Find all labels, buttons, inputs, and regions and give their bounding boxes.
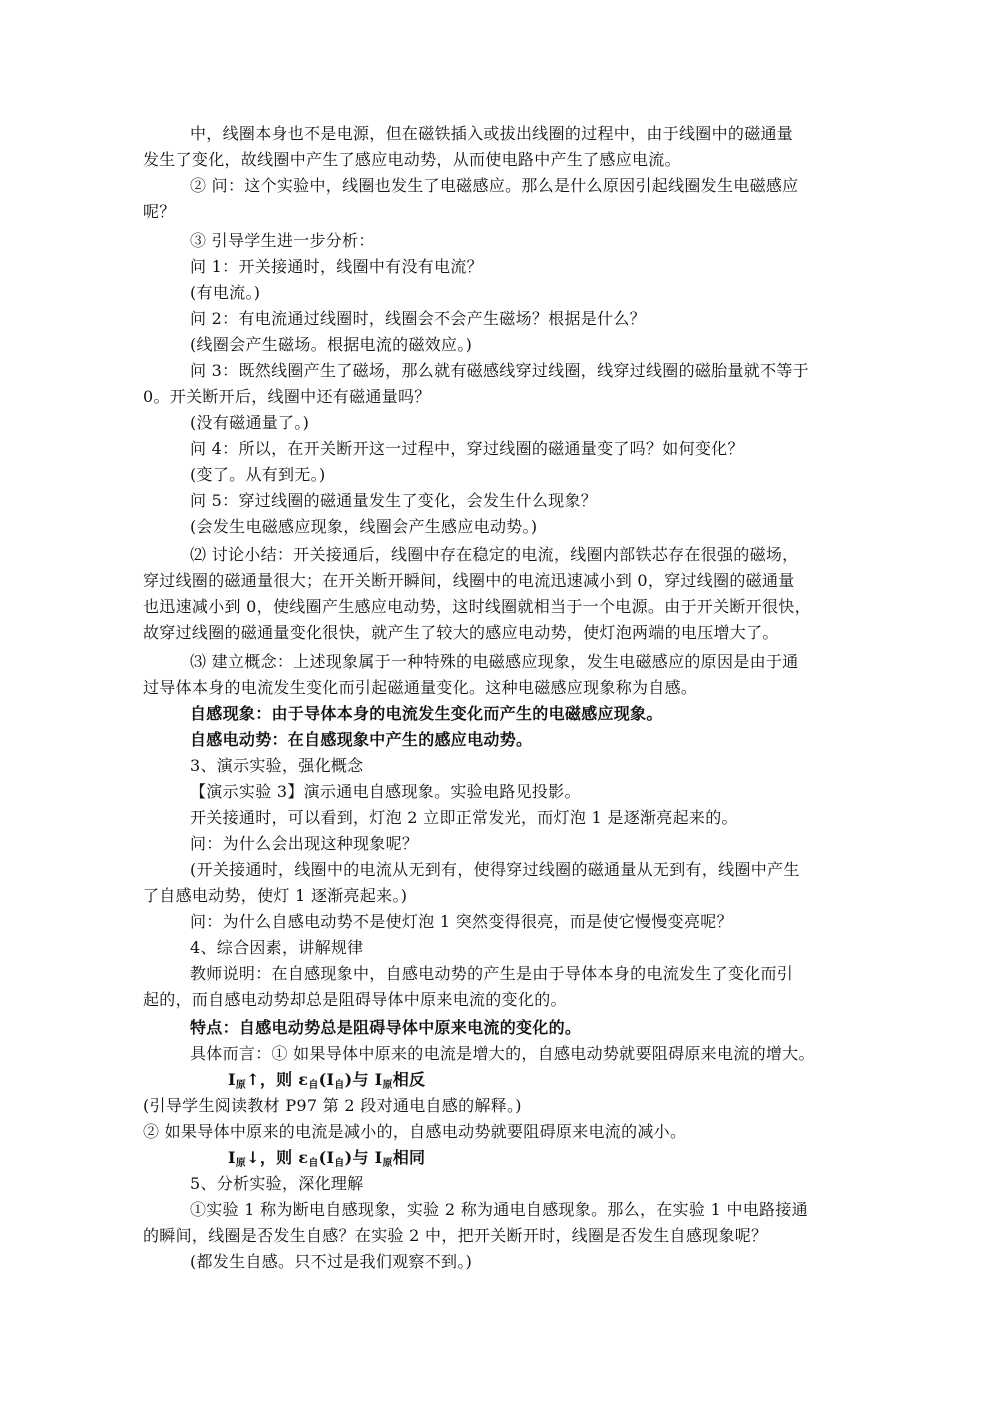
- paragraph-line: 起的，而自感电动势却总是阻碍导体中原来电流的变化的。: [143, 990, 567, 1009]
- paragraph-line: 的瞬间，线圈是否发生自感？在实验 2 中，把开关断开时，线圈是否发生自感现象呢？: [143, 1226, 768, 1245]
- paragraph-line: (引导学生阅读教材 P97 第 2 段对通电自感的解释。): [143, 1096, 522, 1115]
- paragraph-line: ② 问：这个实验中，线圈也发生了电磁感应。那么是什么原因引起线圈发生电磁感应: [190, 176, 799, 195]
- paragraph-line: 也迅速减小到 0，使线圈产生感应电动势，这时线圈就相当于一个电源。由于开关断开很快，: [143, 597, 811, 616]
- paragraph-line: 发生了变化，故线圈中产生了感应电动势，从而使电路中产生了感应电流。: [143, 150, 681, 169]
- formula-text: (I: [318, 1070, 335, 1089]
- formula-text: ，则 ε: [259, 1148, 309, 1167]
- paragraph-line: 过导体本身的电流发生变化而引起磁通量变化。这种电磁感应现象称为自感。: [143, 678, 698, 697]
- subscript: 自: [334, 1080, 345, 1091]
- answer-line: (开关接通时，线圈中的电流从无到有，使得穿过线圈的磁通量从无到有，线圈中产生: [190, 860, 800, 879]
- definition-self-induced-emf: 自感电动势：在自感现象中产生的感应电动势。: [190, 730, 533, 749]
- formula-text: 相同: [392, 1148, 426, 1167]
- feature-statement: 特点：自感电动势总是阻碍导体中原来电流的变化的。: [190, 1018, 582, 1037]
- answer-line: (没有磁通量了。): [190, 413, 310, 432]
- subscript: 原: [235, 1158, 247, 1169]
- formula-text: ，则 ε: [259, 1070, 309, 1089]
- arrow-up-icon: ↑: [246, 1070, 260, 1089]
- paragraph-line: 【演示实验 3】演示通电自感现象。实验电路见投影。: [190, 782, 581, 801]
- answer-line: (都发生自感。只不过是我们观察不到。): [190, 1252, 473, 1271]
- current-symbol: I: [228, 1070, 236, 1089]
- section-heading: 4、综合因素，讲解规律: [190, 938, 364, 957]
- paragraph-line: 具体而言：① 如果导体中原来的电流是增大的，自感电动势就要阻碍原来电流的增大。: [190, 1044, 815, 1063]
- answer-line: (变了。从有到无。): [190, 465, 326, 484]
- section-heading: 3、演示实验，强化概念: [190, 756, 364, 775]
- paragraph-line: 开关接通时，可以看到，灯泡 2 立即正常发光，而灯泡 1 是逐渐亮起来的。: [190, 808, 738, 827]
- formula-text: (I: [318, 1148, 335, 1167]
- paragraph-line: ⑶ 建立概念：上述现象属于一种特殊的电磁感应现象，发生电磁感应的原因是由于通: [190, 652, 799, 671]
- paragraph-line: ② 如果导体中原来的电流是减小的，自感电动势就要阻碍原来电流的减小。: [143, 1122, 687, 1141]
- definition-self-induction: 自感现象：由于导体本身的电流发生变化而产生的电磁感应现象。: [190, 704, 663, 723]
- formula-text: )与 I: [344, 1148, 383, 1167]
- paragraph-line: 教师说明：在自感现象中，自感电动势的产生是由于导体本身的电流发生了变化而引: [190, 964, 794, 983]
- paragraph-line: ①实验 1 称为断电自感现象，实验 2 称为通电自感现象。那么，在实验 1 中电路接通: [190, 1200, 808, 1219]
- subscript: 自: [308, 1158, 319, 1169]
- paragraph-line: ⑵ 讨论小结：开关接通后，线圈中存在稳定的电流，线圈内部铁芯存在很强的磁场，: [190, 545, 799, 564]
- paragraph-line: 中，线圈本身也不是电源，但在磁铁插入或拔出线圈的过程中，由于线圈中的磁通量: [190, 124, 794, 143]
- paragraph-line: 穿过线圈的磁通量很大；在开关断开瞬间，线圈中的电流迅速减小到 0，穿过线圈的磁通量: [143, 571, 795, 590]
- question-line: 问 4：所以，在开关断开这一过程中，穿过线圈的磁通量变了吗？如何变化？: [190, 439, 744, 458]
- subscript: 原: [382, 1158, 393, 1169]
- section-heading: 5、分析实验，深化理解: [190, 1174, 364, 1193]
- answer-line: 了自感电动势，使灯 1 逐渐亮起来。): [143, 886, 408, 905]
- formula-text: 相反: [392, 1070, 426, 1089]
- arrow-down-icon: ↓: [246, 1148, 260, 1167]
- subscript: 自: [308, 1080, 319, 1091]
- question-line: 问：为什么自感电动势不是使灯泡 1 突然变得很亮，而是使它慢慢变亮呢？: [190, 912, 733, 931]
- question-line: 问 5：穿过线圈的磁通量发生了变化，会发生什么现象？: [190, 491, 598, 510]
- current-symbol: I: [228, 1148, 236, 1167]
- question-line: 问 3：既然线圈产生了磁场，那么就有磁感线穿过线圈，线穿过线圈的磁胎量就不等于: [190, 361, 809, 380]
- question-line: 问：为什么会出现这种现象呢？: [190, 834, 419, 853]
- paragraph-line: 呢？: [143, 202, 176, 221]
- subscript: 原: [382, 1080, 393, 1091]
- question-line: 问 1：开关接通时，线圈中有没有电流？: [190, 257, 483, 276]
- answer-line: (会发生电磁感应现象，线圈会产生感应电动势。): [190, 517, 538, 536]
- subscript: 原: [235, 1080, 247, 1091]
- answer-line: (线圈会产生磁场。根据电流的磁效应。): [190, 335, 473, 354]
- question-line: 问 2：有电流通过线圈时，线圈会不会产生磁场？根据是什么？: [190, 309, 646, 328]
- paragraph-line: 0。开关断开后，线圈中还有磁通量吗？: [143, 387, 431, 406]
- formula-text: )与 I: [344, 1070, 383, 1089]
- subscript: 自: [334, 1158, 345, 1169]
- paragraph-line: 故穿过线圈的磁通量变化很快，就产生了较大的感应电动势，使灯泡两端的电压增大了。: [143, 623, 779, 642]
- answer-line: (有电流。): [190, 283, 261, 302]
- paragraph-line: ③ 引导学生进一步分析：: [190, 231, 375, 250]
